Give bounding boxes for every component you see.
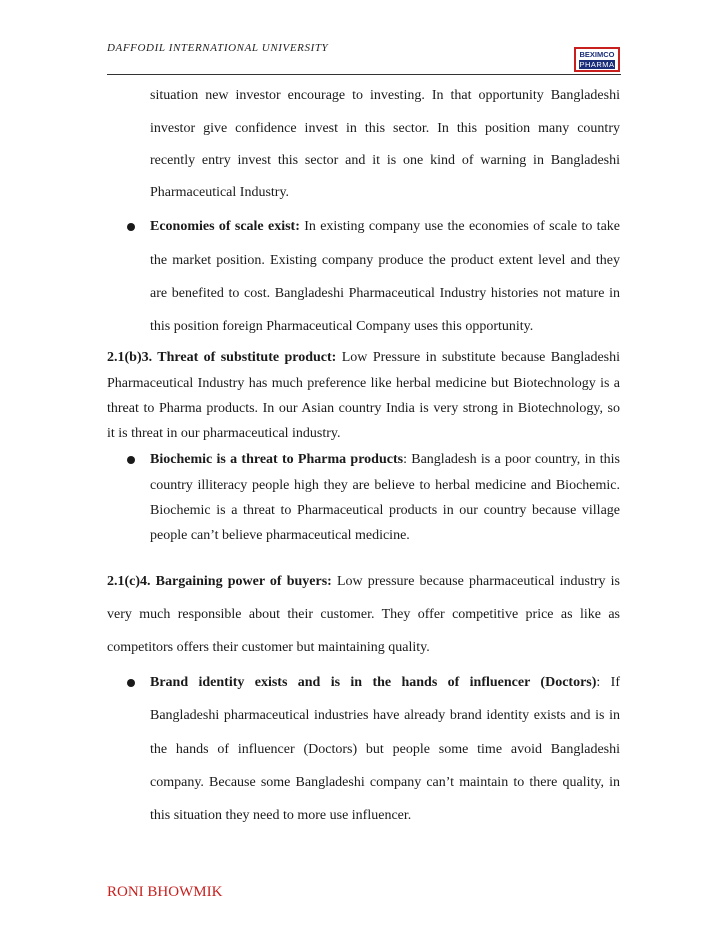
economies-line-3: are benefited to cost. Bangladeshi Pharmaceutical Industry histories not mature in (150, 286, 620, 301)
substitute-line-2: Pharmaceutical Industry has much preference like herbal medicine but Biotechnology is a (107, 376, 620, 391)
economies-line-4: this position foreign Pharmaceutical Company uses this opportunity. (150, 319, 534, 334)
beximco-pharma-logo (574, 47, 620, 72)
substitute-first-text: Low Pressure in substitute because Bangladeshi (336, 350, 620, 365)
biochemic-line-4: people can’t believe pharmaceutical medicine. (150, 528, 410, 543)
intro-line-4: Pharmaceutical Industry. (150, 185, 290, 200)
bullet-economies-marker (127, 223, 135, 231)
bullet-brand-marker (127, 679, 135, 687)
biochemic-line-3: Biochemic is a threat to Pharmaceutical products in our country because village (150, 503, 620, 518)
biochemic-first-text: : Bangladesh is a poor country, in this (403, 452, 620, 467)
economies-line-1 (150, 219, 620, 235)
buyers-line-1 (107, 574, 620, 590)
logo-line-1: BEXIMCO (579, 50, 615, 59)
brand-line-3: the hands of influencer (Doctors) but people some time avoid Bangladeshi (150, 742, 620, 757)
buyers-heading: 2.1(c)4. Bargaining power of buyers: (107, 574, 332, 589)
biochemic-line-2: country illiteracy people high they are believe to herbal medicine and Biochemic. (150, 478, 620, 493)
buyers-line-2: very much responsible about their customer. They offer competitive price as like as (107, 607, 620, 622)
brand-heading: Brand identity exists and is in the hands of influencer (Doctors) (150, 675, 597, 690)
economies-first-text: In existing company use the economies of scale to take (299, 219, 620, 234)
brand-line-5: this situation they need to more use influencer. (150, 808, 412, 823)
substitute-heading: 2.1(b)3. Threat of substitute product: (107, 350, 337, 365)
economies-heading: Economies of scale exist: (150, 219, 300, 234)
intro-line-2: investor give confidence invest in this sector. In this position many country (150, 121, 620, 136)
header-rule (107, 74, 621, 75)
intro-line-3: recently entry invest this sector and it is one kind of warning in Bangladeshi (150, 153, 620, 168)
buyers-first-text: Low pressure because pharmaceutical industry is (331, 574, 620, 589)
brand-first-text: : If (596, 675, 620, 690)
biochemic-line-1 (150, 452, 620, 468)
brand-line-2: Bangladeshi pharmaceutical industries have already brand identity exists and is in (150, 708, 620, 723)
brand-line-1 (150, 675, 620, 691)
buyers-line-3: competitors offers their customer but maintaining quality. (107, 640, 430, 655)
footer-author: RONI BHOWMIK (107, 884, 223, 900)
logo-line-2: PHARMA (579, 60, 615, 69)
header-title: DAFFODIL INTERNATIONAL UNIVERSITY (107, 42, 329, 54)
biochemic-heading: Biochemic is a threat to Pharma products (150, 452, 404, 467)
substitute-line-1 (107, 350, 620, 366)
brand-line-4: company. Because some Bangladeshi company can’t maintain to there quality, in (150, 775, 620, 790)
substitute-line-4: it is threat in our pharmaceutical industry. (107, 426, 341, 441)
bullet-biochemic-marker (127, 456, 135, 464)
intro-line-1: situation new investor encourage to investing. In that opportunity Bangladeshi (150, 88, 620, 103)
substitute-line-3: threat to Pharma products. In our Asian country India is very strong in Biotechnology, so (107, 401, 620, 416)
economies-line-2: the market position. Existing company produce the product extent level and they (150, 253, 620, 268)
